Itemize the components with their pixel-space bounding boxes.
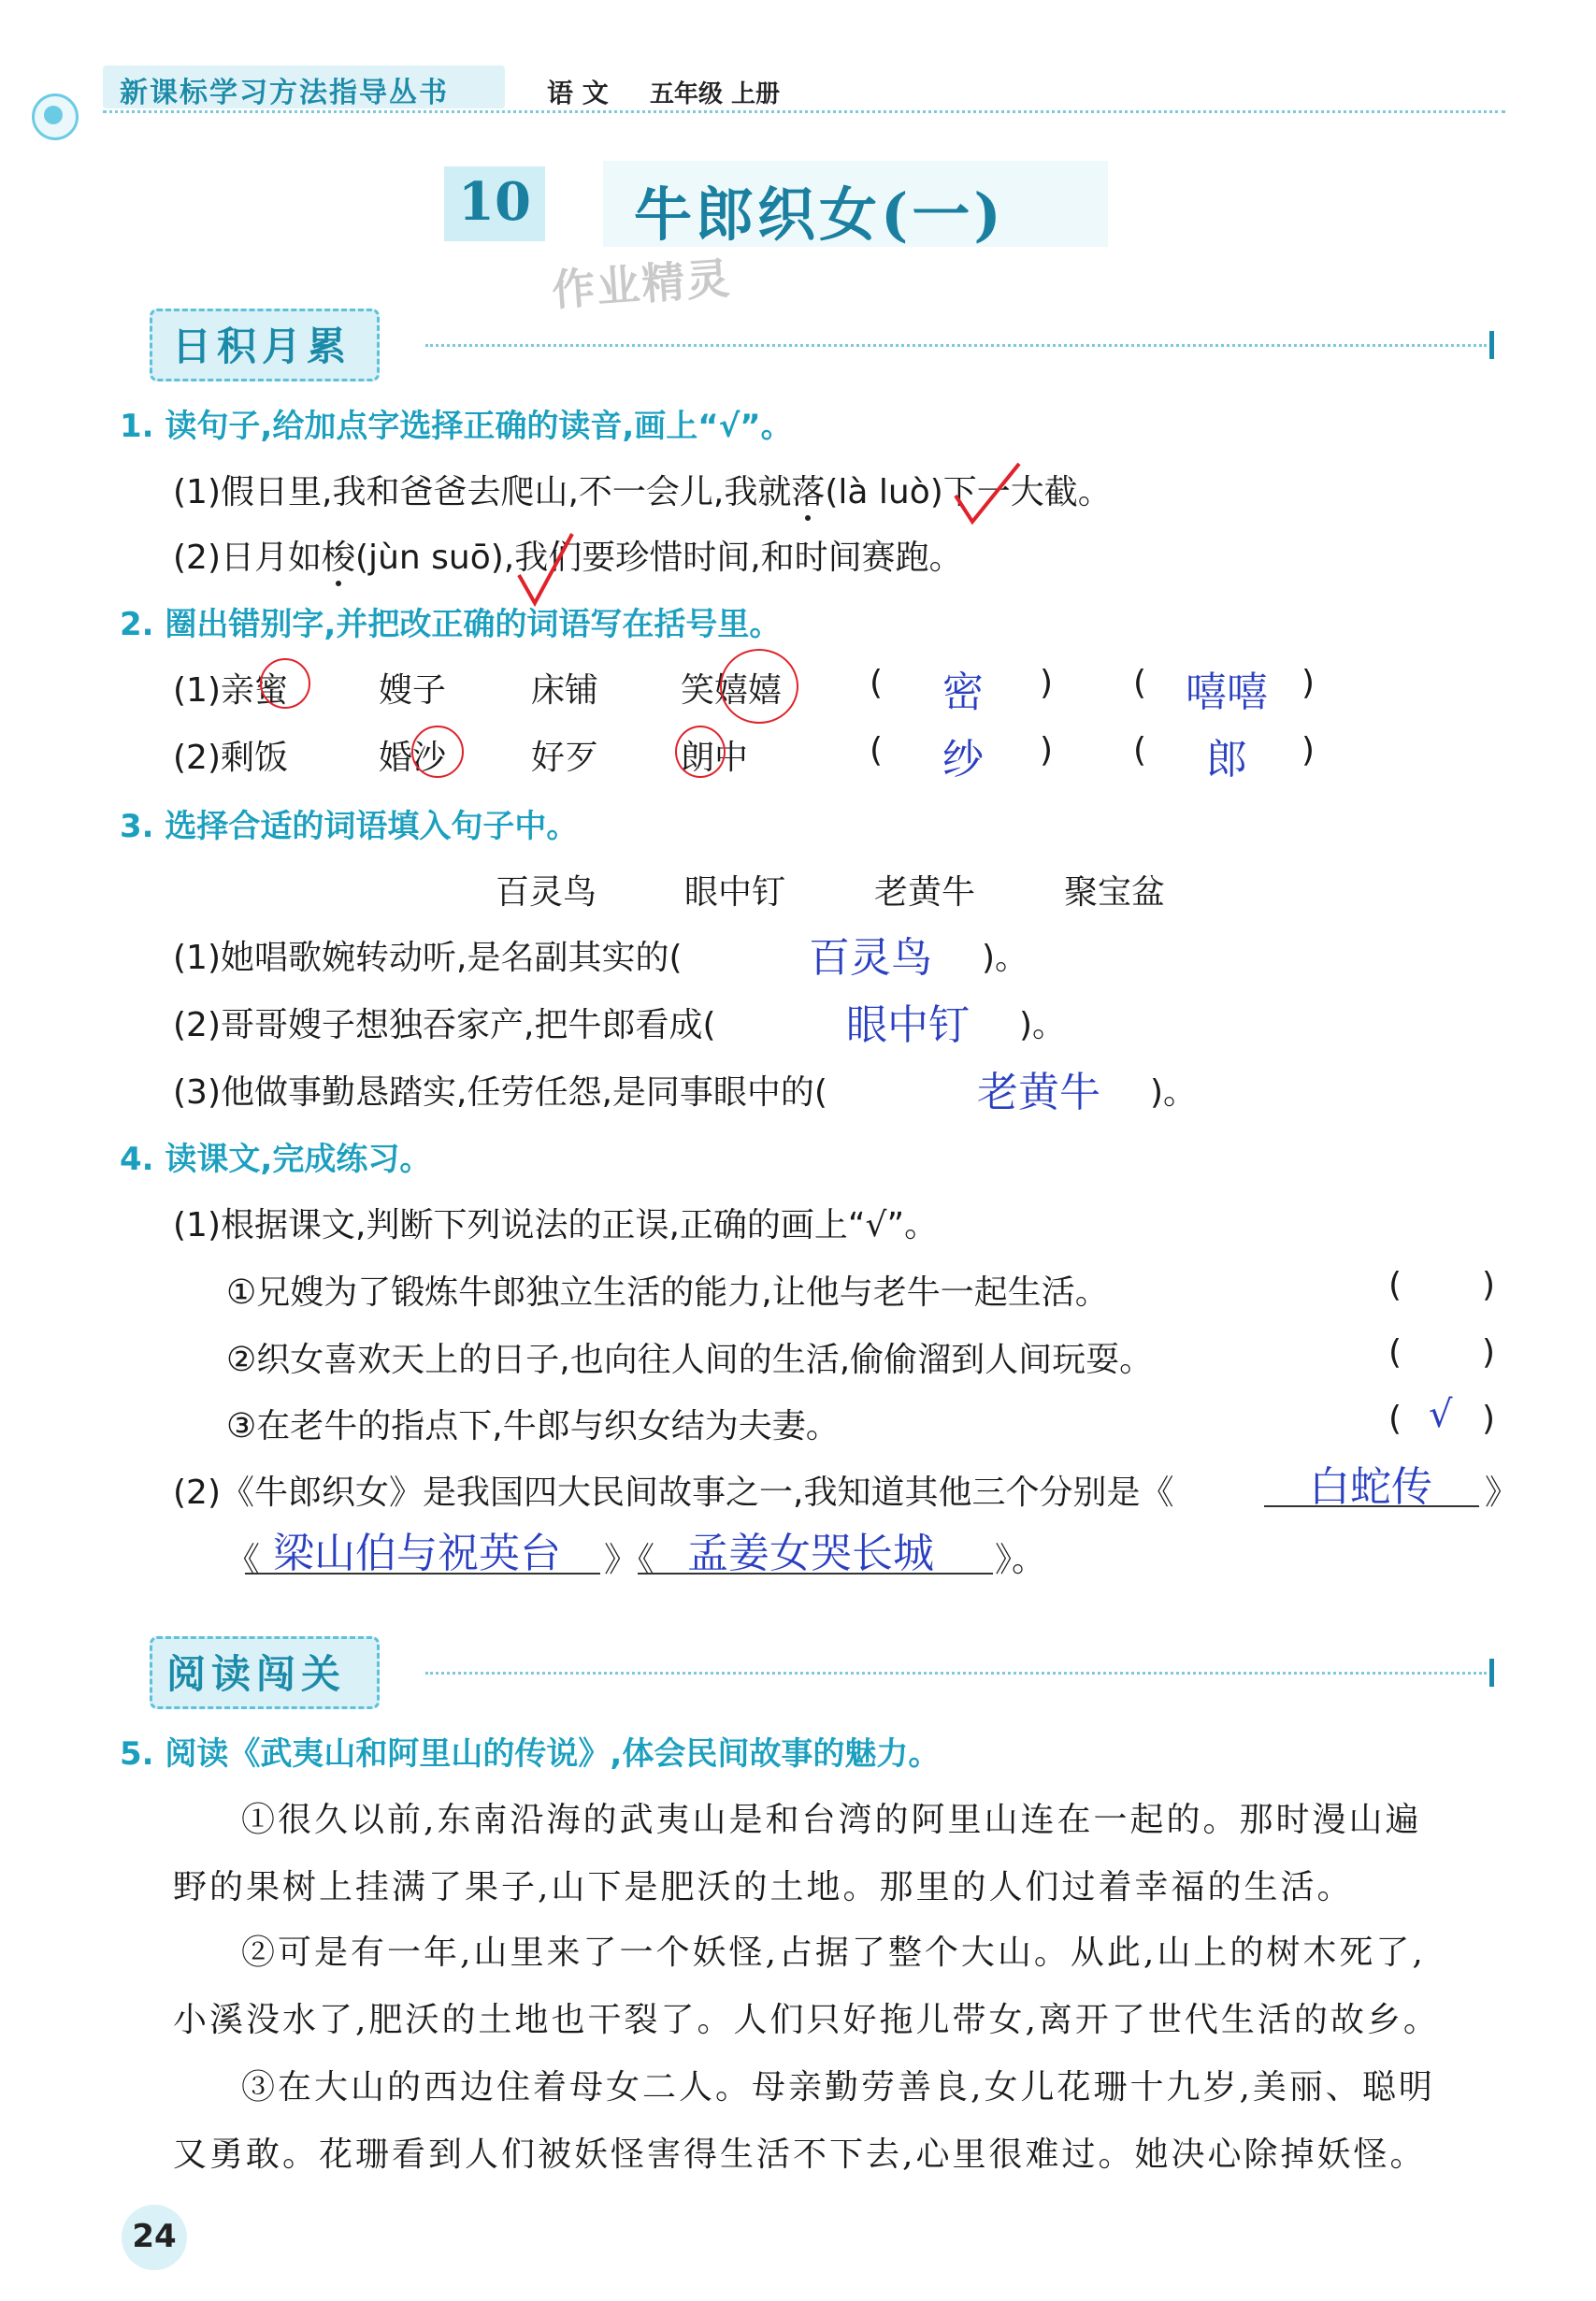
q4-prompt: 4. 读课文,完成练习。 (120, 1141, 432, 1178)
q3-option-4: 聚宝盆 (1064, 873, 1166, 912)
q3-sentence-1-end: )。 (982, 939, 1029, 977)
section-title-2: 阅读闯关 (166, 1651, 347, 1697)
q3-sentence-2: (2)哥哥嫂子想独吞家产,把牛郎看成( (173, 1006, 716, 1044)
error-circle (675, 726, 726, 778)
error-circle (720, 649, 798, 724)
q2-word-1-4: 笑嬉嬉 (681, 671, 783, 710)
q5-prompt: 5. 阅读《武夷山和阿里山的传说》,体会民间故事的魅力。 (120, 1735, 941, 1773)
q5-line-4: 小溪没水了,肥沃的土地也干裂了。人们只好拖儿带女,离开了世代生活的故乡。 (173, 2001, 1440, 2039)
q1-s2-pre: (2)日月如 (173, 539, 322, 577)
q1-prompt: 1. 读句子,给加点字选择正确的读音,画上“√”。 (120, 408, 793, 445)
q3-sentence-3: (3)他做事勤恳踏实,任劳任怨,是同事眼中的( (173, 1073, 827, 1112)
q4-close-quote: 》。 (995, 1541, 1046, 1579)
q4-item-2: ②织女喜欢天上的日子,也向往人间的生活,偷偷溜到人间玩耍。 (226, 1341, 1154, 1379)
q2-word-2-1: (2)剩饭 (173, 739, 288, 777)
q3-answer-3: 老黄牛 (977, 1069, 1100, 1116)
q4-item-1: ①兄嫂为了锻炼牛郎独立生活的能力,让他与老牛一起生活。 (226, 1273, 1109, 1312)
q1-s1-char: 落 (791, 473, 826, 511)
q4-mid-quote: 》《 (604, 1541, 655, 1579)
q1-s1-pre: (1)假日里,我和爸爸去爬山,不一会儿,我就 (173, 473, 792, 511)
q3-answer-1: 百灵鸟 (809, 934, 932, 982)
q5-line-5: ③在大山的西边住着母女二人。母亲勤劳善良,女儿花珊十九岁,美丽、聪明 (241, 2068, 1435, 2107)
q4-answer-story-1: 白蛇传 (1309, 1463, 1432, 1511)
header-rule (103, 110, 1505, 113)
q4-part-2-end: 》 (1485, 1474, 1519, 1512)
checkmark-icon (944, 458, 1028, 533)
q3-prompt: 3. 选择合适的词语填入句子中。 (120, 808, 579, 845)
section-rule-2 (425, 1672, 1487, 1675)
page-number: 24 (132, 2218, 177, 2255)
q5-line-2: 野的果树上挂满了果子,山下是肥沃的土地。那里的人们过着幸福的生活。 (173, 1868, 1354, 1906)
q3-option-2: 眼中钉 (684, 873, 786, 912)
q1-s1-post: 下一大截。 (942, 473, 1112, 511)
section-rule-end-1 (1489, 331, 1494, 359)
header-decor-dot (44, 106, 63, 124)
q2-word-2-2: 婚沙 (379, 739, 447, 777)
q4-part-2: (2)《牛郎织女》是我国四大民间故事之一,我知道其他三个分别是《 (173, 1474, 1174, 1512)
q2-answer-2: 嘻嘻 (1186, 669, 1268, 716)
section-rule-end-2 (1489, 1659, 1494, 1687)
q3-sentence-2-end: )。 (1019, 1006, 1067, 1044)
q1-s2-opts: (jùn suō) (355, 539, 504, 577)
q5-line-6: 又勇敢。花珊看到人们被妖怪害得生活不下去,心里很难过。她决心除掉妖怪。 (173, 2136, 1427, 2174)
q2-word-2-3: 好歹 (531, 739, 599, 777)
q3-answer-2: 眼中钉 (846, 1001, 970, 1049)
error-circle (260, 658, 310, 709)
q2-answer-1: 密 (942, 669, 984, 716)
q4-answer-story-2: 梁山伯与祝英台 (273, 1530, 561, 1577)
q4-part-1: (1)根据课文,判断下列说法的正误,正确的画上“√”。 (173, 1206, 939, 1244)
q4-answer-story-3: 孟姜女哭长城 (687, 1530, 934, 1577)
q1-s2-post: ,我们要珍惜时间,和时间赛跑。 (503, 539, 963, 577)
lesson-number: 10 (458, 171, 531, 233)
q3-option-3: 老黄牛 (874, 873, 976, 912)
q1-s2-char: 梭 (322, 539, 356, 577)
watermark: 作业精灵 (550, 252, 733, 316)
error-circle (411, 726, 464, 778)
q5-line-1: ①很久以前,东南沿海的武夷山是和台湾的阿里山连在一起的。那时漫山遍 (241, 1801, 1422, 1839)
q2-answer-4: 郎 (1206, 736, 1247, 784)
q5-line-3: ②可是有一年,山里来了一个妖怪,占据了整个大山。从此,山上的树木死了, (241, 1934, 1426, 1972)
q2-word-1-1: (1)亲蜜 (173, 671, 288, 710)
subject-label: 语 文 (547, 78, 609, 108)
q2-word-1-3: 床铺 (531, 671, 599, 710)
q3-sentence-3-end: )。 (1150, 1073, 1198, 1112)
q2-word-1-2: 嫂子 (379, 671, 447, 710)
q3-sentence-1: (1)她唱歌婉转动听,是名副其实的( (173, 939, 683, 977)
q2-prompt: 2. 圈出错别字,并把改正确的词语写在括号里。 (120, 606, 782, 643)
lesson-title: 牛郎织女(一) (634, 180, 1005, 249)
q4-mark-3: √ (1429, 1393, 1453, 1436)
grade-label: 五年级 上册 (650, 80, 781, 108)
q2-word-2-4: 朗中 (681, 739, 749, 777)
q4-open-quote: 《 (226, 1541, 261, 1579)
q3-option-1: 百灵鸟 (496, 873, 597, 912)
q4-item-3: ③在老牛的指点下,牛郎与织女结为夫妻。 (226, 1407, 840, 1445)
section-title-1: 日积月累 (172, 324, 352, 369)
section-rule-1 (425, 344, 1487, 347)
series-title: 新课标学习方法指导丛书 (120, 77, 449, 109)
q1-s1-opts: (là luò) (825, 473, 943, 511)
q2-answer-3: 纱 (942, 736, 984, 784)
